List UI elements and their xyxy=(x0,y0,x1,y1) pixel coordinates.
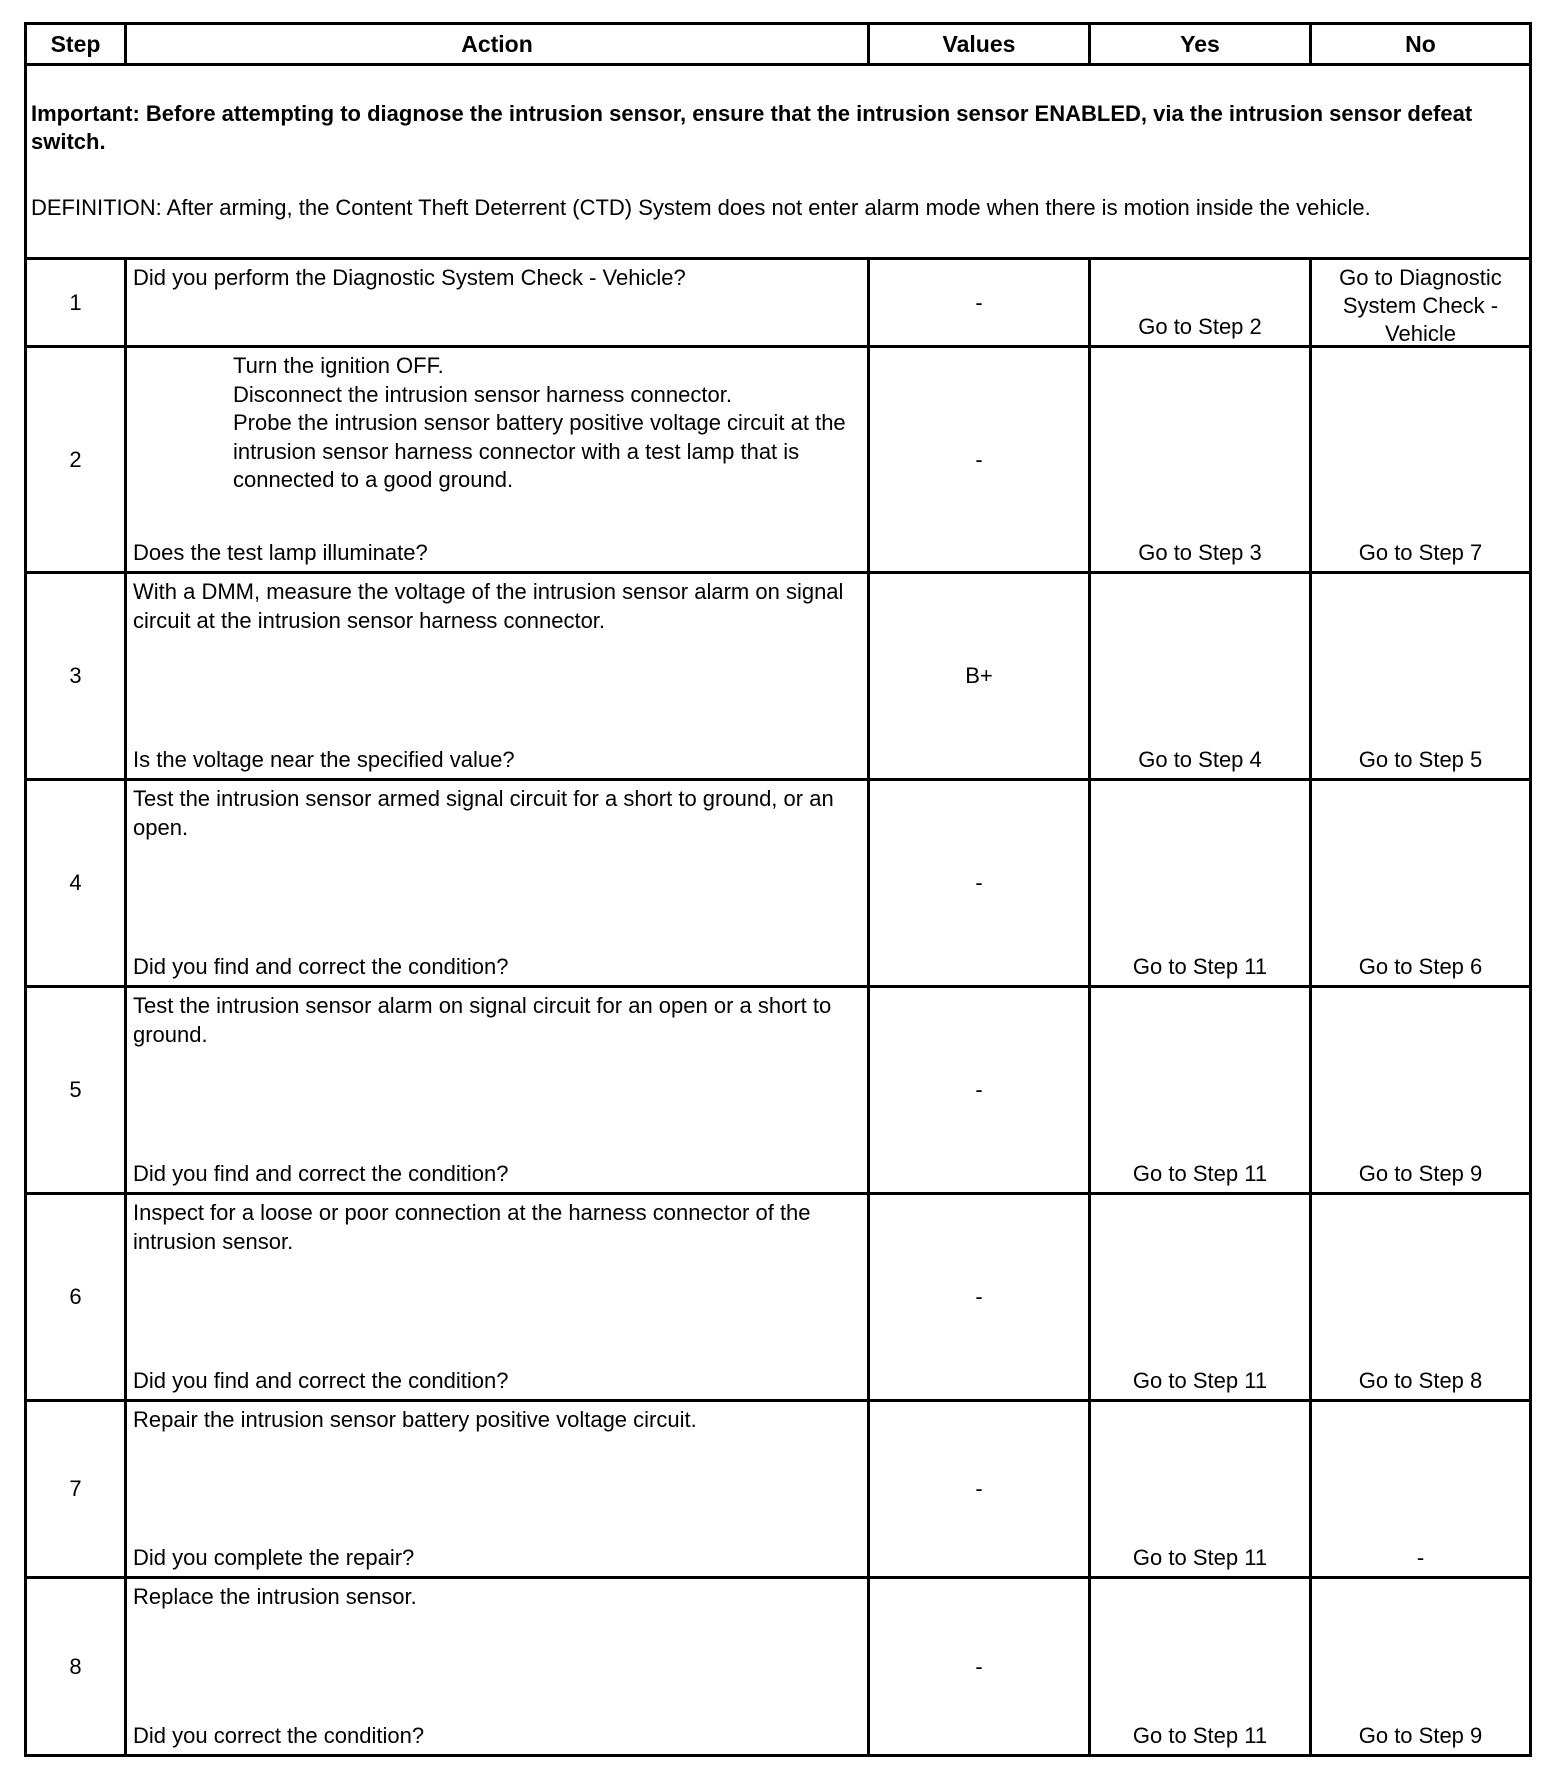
step-number: 2 xyxy=(27,348,127,571)
definition-note: DEFINITION: After arming, the Content Theft Deterrent (CTD) System does not enter alarm mode when there is motion inside the vehicle. xyxy=(31,195,1371,220)
step-yes xyxy=(1091,574,1312,778)
step-number: 1 xyxy=(27,260,127,345)
step-yes xyxy=(1091,1579,1312,1754)
step-action xyxy=(127,574,870,778)
yes-text: Go to Step 11 xyxy=(1132,1368,1268,1393)
yes-text: Go to Step 2 xyxy=(1138,314,1262,339)
step-number: 3 xyxy=(27,574,127,778)
no-text: Go to Step 7 xyxy=(1358,540,1483,565)
step-value: - xyxy=(870,988,1091,1192)
table-row xyxy=(24,1402,1532,1579)
step-number: 5 xyxy=(27,988,127,1192)
step-value: - xyxy=(870,1195,1091,1399)
step-no xyxy=(1312,988,1529,1192)
question-text: Did you find and correct the condition? xyxy=(133,953,509,979)
table-row xyxy=(24,1579,1532,1757)
step-action xyxy=(127,988,870,1192)
question-text: Did you find and correct the condition? xyxy=(133,1367,509,1393)
table-row xyxy=(24,781,1532,988)
question-text: Did you correct the condition? xyxy=(133,1722,425,1748)
yes-text: Go to Step 4 xyxy=(1138,747,1262,772)
action-text: With a DMM, measure the voltage of the intrusion sensor alarm on signal circuit at the intrusion sensor harness connector. xyxy=(133,579,844,633)
step-value: - xyxy=(870,260,1091,345)
step-action xyxy=(127,1579,870,1754)
step-yes xyxy=(1091,1402,1312,1576)
table-row xyxy=(24,348,1532,574)
no-text: Go to Diagnostic System Check - Vehicle xyxy=(1339,265,1502,346)
no-text: Go to Step 8 xyxy=(1358,1368,1483,1393)
table-row xyxy=(24,1195,1532,1402)
question-text: Does the test lamp illuminate? xyxy=(133,539,428,565)
step-action xyxy=(127,781,870,985)
action-text: Test the intrusion sensor armed signal circuit for a short to ground, or an open. xyxy=(133,786,834,840)
action-text: Replace the intrusion sensor. xyxy=(133,1584,417,1609)
action-text: Inspect for a loose or poor connection at the harness connector of the intrusion sensor. xyxy=(133,1200,811,1254)
yes-text: Go to Step 11 xyxy=(1132,954,1268,979)
no-text: Go to Step 9 xyxy=(1358,1161,1483,1186)
step-no xyxy=(1312,1579,1529,1754)
step-action xyxy=(127,260,870,345)
step-number: 8 xyxy=(27,1579,127,1754)
step-value: B+ xyxy=(870,574,1091,778)
header-step: Step xyxy=(27,25,127,63)
step-no xyxy=(1312,574,1529,778)
step-value: - xyxy=(870,781,1091,985)
action-line: Turn the ignition OFF. xyxy=(233,353,444,378)
step-yes xyxy=(1091,781,1312,985)
step-number: 7 xyxy=(27,1402,127,1576)
action-line: Disconnect the intrusion sensor harness connector. xyxy=(233,381,732,407)
yes-text: Go to Step 3 xyxy=(1138,540,1262,565)
yes-text: Go to Step 11 xyxy=(1132,1161,1268,1186)
no-text: - xyxy=(1416,1545,1425,1570)
yes-text: Go to Step 11 xyxy=(1132,1545,1268,1570)
table-row xyxy=(24,260,1532,348)
table-row xyxy=(24,574,1532,781)
action-text: Did you perform the Diagnostic System Check - Vehicle? xyxy=(133,265,686,290)
diagnostic-table xyxy=(24,22,1532,1757)
question-text: Is the voltage near the specified value? xyxy=(133,746,515,772)
step-action xyxy=(127,1195,870,1399)
header-no: No xyxy=(1405,30,1436,57)
action-text: Repair the intrusion sensor battery positive voltage circuit. xyxy=(133,1407,697,1432)
step-no xyxy=(1312,1402,1529,1576)
step-yes xyxy=(1091,260,1312,345)
question-text: Did you find and correct the condition? xyxy=(133,1160,509,1186)
step-yes xyxy=(1091,348,1312,571)
no-text: Go to Step 6 xyxy=(1358,954,1483,979)
step-number: 6 xyxy=(27,1195,127,1399)
yes-text: Go to Step 11 xyxy=(1132,1723,1268,1748)
no-text: Go to Step 9 xyxy=(1358,1723,1483,1748)
step-no xyxy=(1312,1195,1529,1399)
header-action: Action xyxy=(127,25,870,63)
action-text: Test the intrusion sensor alarm on signal circuit for an open or a short to ground. xyxy=(133,993,832,1047)
table-row xyxy=(24,988,1532,1195)
step-number: 4 xyxy=(27,781,127,985)
header-row xyxy=(24,22,1532,66)
header-values: Values xyxy=(870,25,1091,63)
step-yes xyxy=(1091,988,1312,1192)
intro-row xyxy=(24,66,1532,260)
step-value: - xyxy=(870,348,1091,571)
step-action xyxy=(127,348,870,571)
step-value: - xyxy=(870,1579,1091,1754)
step-no xyxy=(1312,260,1529,345)
question-text: Did you complete the repair? xyxy=(133,1544,415,1570)
step-value: - xyxy=(870,1402,1091,1576)
step-no xyxy=(1312,781,1529,985)
important-note: Important: Before attempting to diagnose the intrusion sensor, ensure that the intrusion sensor ENABLED, via the intrusion sensor defeat switch. xyxy=(31,101,1473,154)
no-text: Go to Step 5 xyxy=(1358,747,1483,772)
action-line: Probe the intrusion sensor battery positive voltage circuit at the intrusion sensor harness connector with a test lamp that is connected to a good ground. xyxy=(233,410,846,492)
header-yes: Yes xyxy=(1091,25,1312,63)
step-action xyxy=(127,1402,870,1576)
step-yes xyxy=(1091,1195,1312,1399)
step-no xyxy=(1312,348,1529,571)
